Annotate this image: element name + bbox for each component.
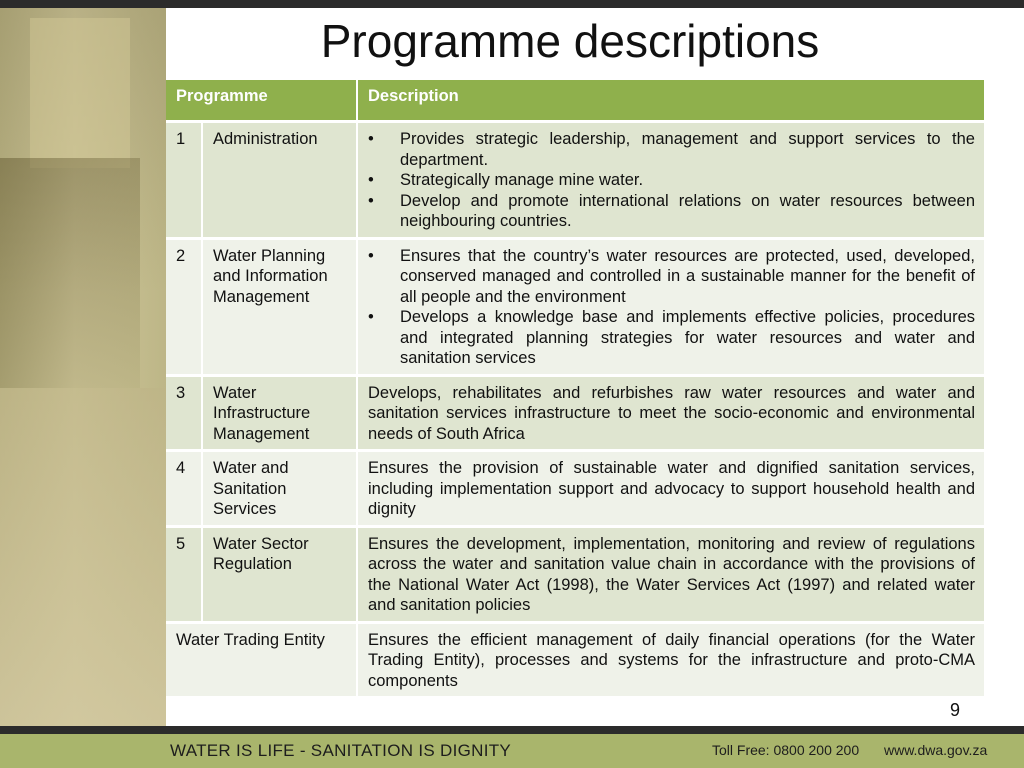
programme-number: 2 [166, 238, 202, 375]
page-number: 9 [950, 700, 961, 720]
header-description: Description [357, 80, 985, 122]
photo-shade [0, 158, 140, 388]
bullet-text: Strategically manage mine water. [400, 171, 644, 189]
programme-name: Water Sector Regulation [202, 526, 357, 622]
programme-name: Water and Sanitation Services [202, 451, 357, 527]
programme-name: Water Planning and Information Management [202, 238, 357, 375]
programme-description: Develops, rehabilitates and refurbishes raw water resources and water and sanitation services infrastructure to meet the socio-economic and environmental needs of South Africa [357, 375, 985, 451]
table-row [166, 122, 985, 239]
photo-shade [30, 18, 130, 168]
bullet-text: Ensures that the country’s water resources are protected, used, developed, conserved managed and controlled in a sustainable manner for the benefit of all people and the environment [400, 246, 975, 306]
slide-title: Programme descriptions [320, 15, 820, 67]
description-bullet [368, 191, 975, 232]
footer-bar [0, 734, 1024, 768]
footer-divider [0, 726, 1024, 734]
table-row [166, 238, 985, 375]
programme-description [357, 122, 985, 239]
footer-slogan: WATER IS LIFE - SANITATION IS DIGNITY [170, 741, 512, 760]
photo-shade [0, 388, 166, 726]
bullet-icon: • [368, 130, 374, 148]
top-bar [0, 0, 1024, 8]
programme-description [357, 238, 985, 375]
bullet-text: Develop and promote international relations on water resources between neighbouring countries. [400, 191, 975, 230]
table-header-row [166, 80, 985, 122]
programme-number: 5 [166, 526, 202, 622]
bullet-icon: • [368, 246, 374, 265]
header-programme: Programme [166, 80, 357, 122]
bullet-text: Provides strategic leadership, management and support services to the department. [400, 130, 975, 169]
side-photo-image [0, 8, 166, 726]
programme-number: 3 [166, 375, 202, 451]
programme-table [166, 80, 986, 696]
description-bullet [368, 307, 975, 369]
table-row [166, 375, 985, 451]
description-bullet [368, 170, 975, 191]
bullet-text: Develops a knowledge base and implements effective policies, procedures and integrated planning strategies for water resources and water and sanitation services [400, 308, 975, 367]
programme-description: Ensures the development, implementation, monitoring and review of regulations across the water and sanitation value chain in accordance with the provisions of the National Water Act (1998), the Water Services Act (1997) and related water and sanitation policies [357, 526, 985, 622]
footer-website: www.dwa.gov.za [884, 742, 988, 758]
description-bullet [368, 246, 975, 308]
programme-name: Administration [202, 122, 357, 239]
table-row [166, 451, 985, 527]
programme-number: 4 [166, 451, 202, 527]
programme-description: Ensures the efficient management of daily financial operations (for the Water Trading Entity), processes and systems for the infrastructure and proto-CMA components [357, 622, 985, 696]
bullet-icon: • [368, 308, 374, 326]
programme-name: Water Infrastructure Management [202, 375, 357, 451]
table-row [166, 622, 985, 696]
table-row [166, 526, 985, 622]
bullet-icon: • [368, 171, 374, 189]
description-bullet [368, 129, 975, 170]
programme-name: Water Trading Entity [166, 622, 357, 696]
programme-number: 1 [166, 122, 202, 239]
footer-toll-free: Toll Free: 0800 200 200 [712, 742, 860, 758]
bullet-icon: • [368, 191, 374, 210]
programme-description: Ensures the provision of sustainable water and dignified sanitation services, including implementation support and advocacy to support household health and dignity [357, 451, 985, 527]
